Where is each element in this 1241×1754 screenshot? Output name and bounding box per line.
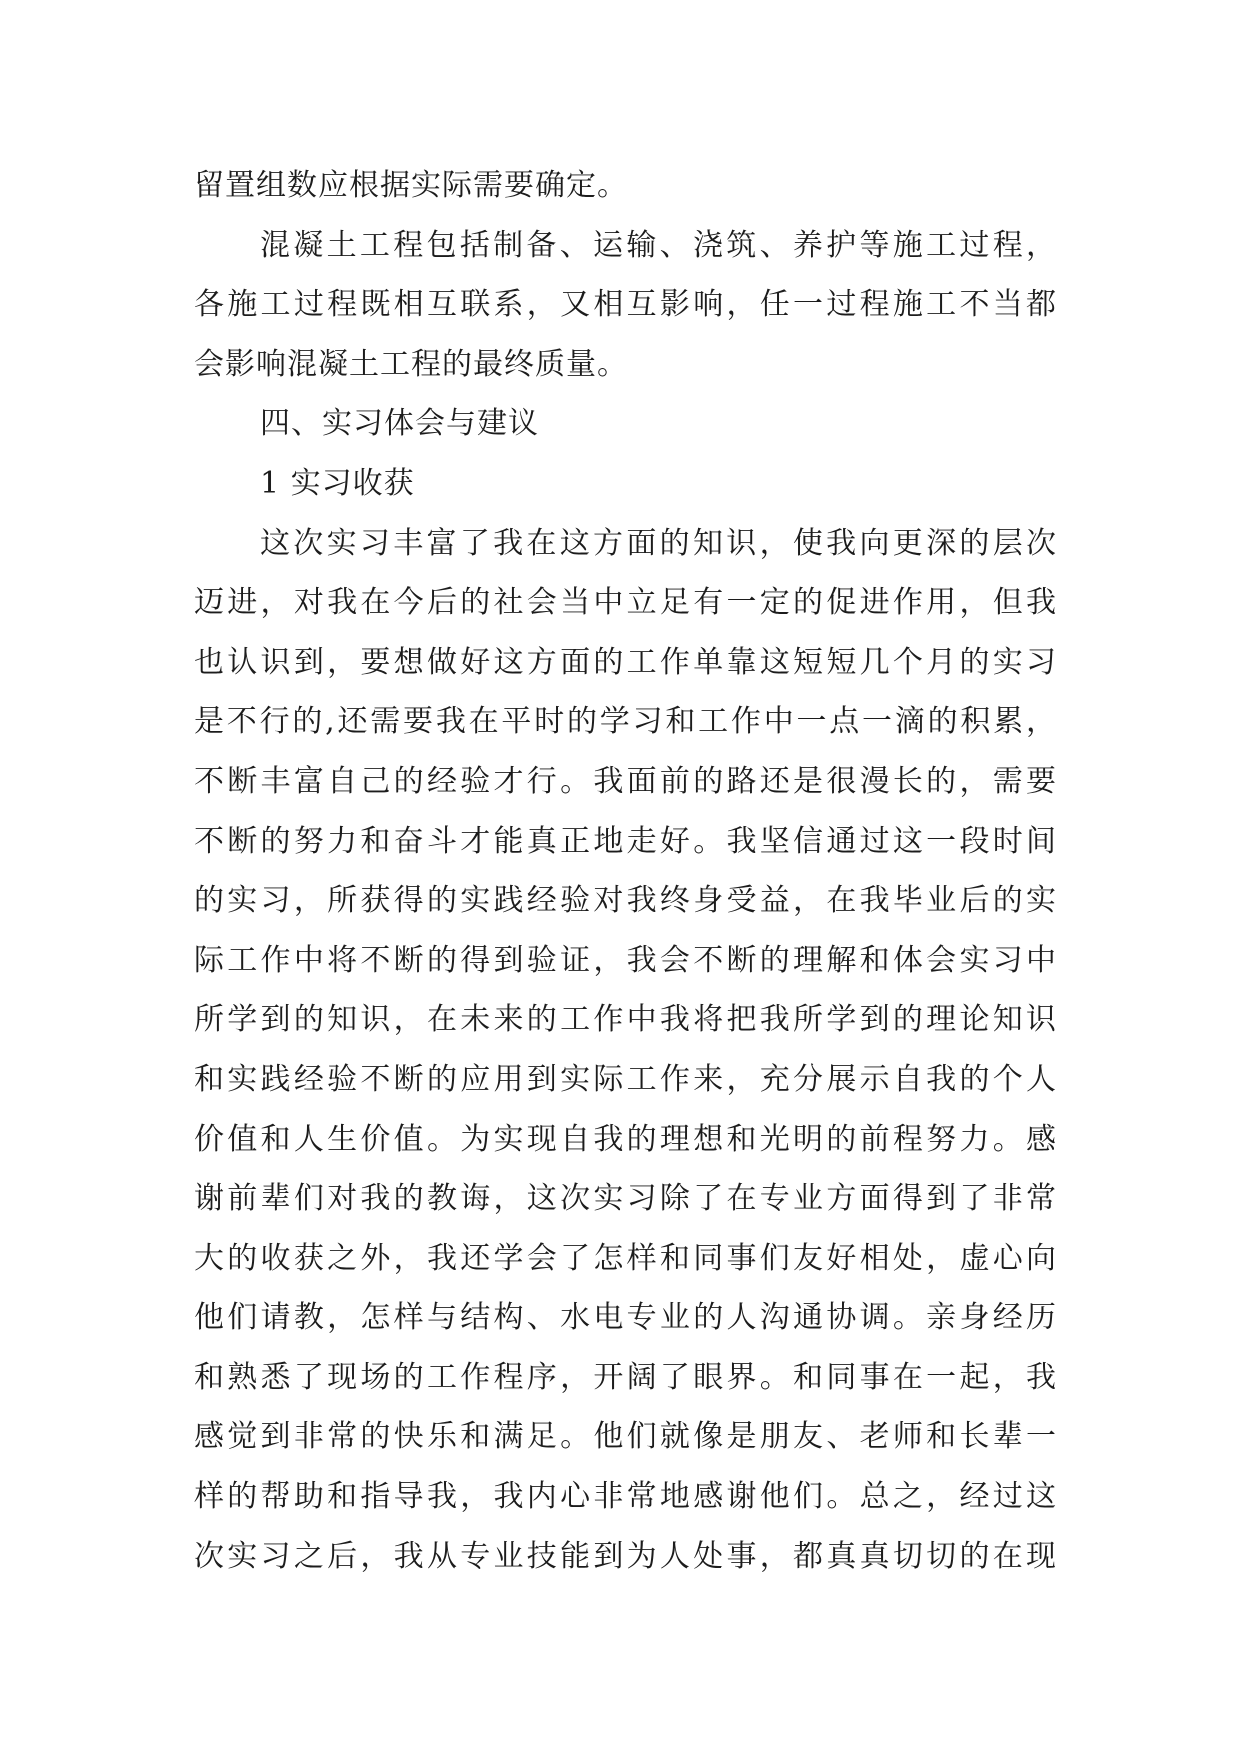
- text-line: 次实习之后，我从专业技能到为人处事，都真真切切的在现: [194, 1538, 1057, 1574]
- text-line: 不断丰富自己的经验才行。我面前的路还是很漫长的，需要: [194, 763, 1057, 799]
- text-line: 感觉到非常的快乐和满足。他们就像是朋友、老师和长辈一: [194, 1419, 1057, 1455]
- text-line: 这次实习丰富了我在这方面的知识，使我向更深的层次: [260, 525, 1057, 561]
- paragraph-continuation: [194, 156, 1057, 216]
- paragraph-internship-gains: [194, 514, 1057, 1587]
- text-line: 不断的努力和奋斗才能真正地走好。我坚信通过这一段时间: [194, 823, 1057, 859]
- text-line: 的实习，所获得的实践经验对我终身受益，在我毕业后的实: [194, 883, 1057, 919]
- text-line: 迈进，对我在今后的社会当中立足有一定的促进作用，但我: [194, 585, 1057, 621]
- subsection-heading: [194, 454, 1057, 514]
- text-line: 谢前辈们对我的教诲，这次实习除了在专业方面得到了非常: [194, 1181, 1057, 1217]
- text-line: 混凝土工程包括制备、运输、浇筑、养护等施工过程，: [260, 227, 1057, 263]
- subsection-heading-text: 1 实习收获: [260, 465, 415, 501]
- text-line: 和熟悉了现场的工作程序，开阔了眼界。和同事在一起，我: [194, 1359, 1057, 1395]
- text-line: 也认识到，要想做好这方面的工作单靠这短短几个月的实习: [194, 644, 1057, 680]
- section-heading: [194, 394, 1057, 454]
- section-heading-text: 四、实习体会与建议: [260, 406, 539, 442]
- text-line: 际工作中将不断的得到验证，我会不断的理解和体会实习中: [194, 942, 1057, 978]
- text-line: 样的帮助和指导我，我内心非常地感谢他们。总之，经过这: [194, 1479, 1057, 1515]
- text-line: 留置组数应根据实际需要确定。: [194, 168, 628, 203]
- text-line: 大的收获之外，我还学会了怎样和同事们友好相处，虚心向: [194, 1240, 1057, 1276]
- text-line: 各施工过程既相互联系，又相互影响，任一过程施工不当都: [194, 287, 1057, 323]
- text-line: 是不行的,还需要我在平时的学习和工作中一点一滴的积累，: [194, 704, 1057, 740]
- text-line: 他们请教，怎样与结构、水电专业的人沟通协调。亲身经历: [194, 1300, 1057, 1336]
- text-line: 所学到的知识，在未来的工作中我将把我所学到的理论知识: [194, 1002, 1057, 1038]
- text-line: 和实践经验不断的应用到实际工作来，充分展示自我的个人: [194, 1061, 1057, 1097]
- text-line: 会影响混凝土工程的最终质量。: [194, 346, 628, 382]
- paragraph-concrete-process: [194, 216, 1057, 395]
- text-line: 价值和人生价值。为实现自我的理想和光明的前程努力。感: [194, 1121, 1057, 1157]
- body-text: [194, 156, 1057, 1586]
